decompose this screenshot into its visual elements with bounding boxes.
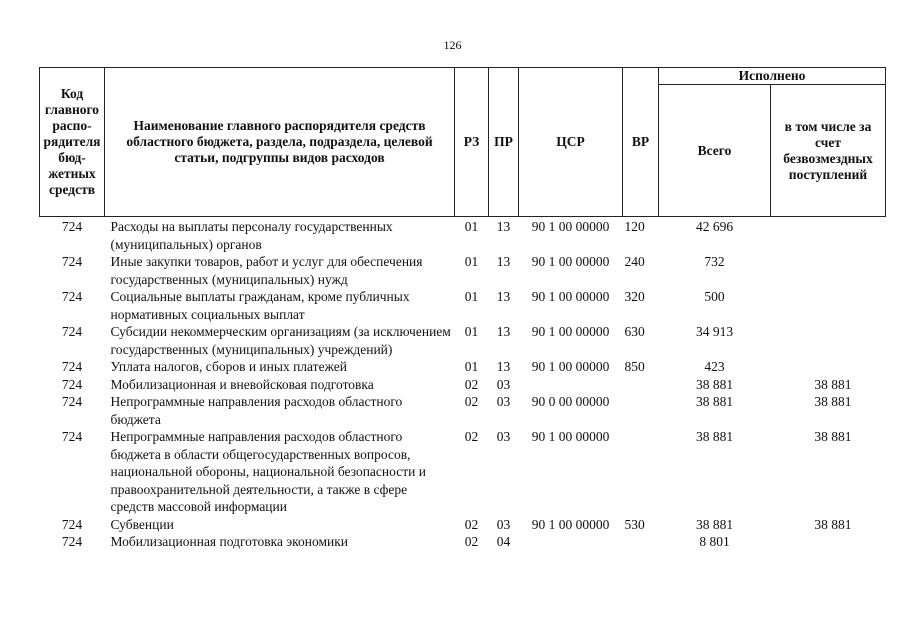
csr-cell: 90 0 00 00000 [531,394,610,409]
header-total: Всего [659,85,771,217]
vr-cell: 530 [624,516,645,532]
name-cell: Уплата налогов, сборов и иных платежей [110,359,347,374]
name-cell: Социальные выплаты гражданам, кроме публичных нормативных социальных выплат [110,289,410,322]
total-cell: 500 [704,289,725,304]
header-rz: РЗ [455,68,489,217]
free-cell: 38 881 [814,394,852,409]
free-cell: 38 881 [814,429,852,444]
table-row [40,217,886,254]
vr-cell: 320 [624,289,645,304]
table-row [40,288,886,323]
vr-cell [623,393,659,428]
table-row [40,516,886,534]
rz-cell: 01 [464,359,479,374]
code-cell: 724 [61,289,83,304]
total-cell: 38 881 [695,376,734,392]
code-cell: 724 [61,534,83,549]
pr-cell: 03 [496,429,511,444]
total-cell: 42 696 [695,219,734,234]
header-pr: ПР [489,68,519,217]
free-cell: 38 881 [814,376,852,392]
header-name: Наименование главного распорядителя средств областного бюджета, раздела, подраздела, целевой статьи, подгруппы видов расходов [105,68,455,217]
pr-cell: 03 [496,516,511,532]
table-row [40,533,886,551]
budget-table [39,67,886,551]
header-vr: ВР [623,68,659,217]
total-cell: 38 881 [695,394,734,409]
name-cell: Субсидии некоммерческим организациям (за исключением государственных (муниципальных) учреждений) [110,324,451,357]
pr-cell: 13 [496,289,511,304]
csr-cell: 90 1 00 00000 [531,429,610,444]
rz-cell: 01 [464,254,479,269]
csr-cell [519,376,623,394]
header-free: в том числе за счет безвозмездных поступлений [771,85,886,217]
rz-cell: 02 [464,376,479,392]
rz-cell: 01 [464,219,479,234]
csr-cell [519,533,623,551]
code-cell: 724 [61,394,83,409]
pr-cell: 13 [496,359,511,374]
name-cell: Иные закупки товаров, работ и услуг для обеспечения государственных (муниципальных) нужд [110,254,423,287]
page-number: 126 [443,38,462,52]
code-cell: 724 [61,254,83,269]
pr-cell: 04 [496,534,511,549]
rz-cell: 02 [464,516,479,532]
header-executed: Исполнено [659,68,886,85]
free-cell [771,533,886,551]
total-cell: 423 [704,359,725,374]
code-cell: 724 [61,429,83,444]
free-cell [771,288,886,323]
total-cell: 38 881 [695,429,734,444]
code-cell: 724 [61,376,83,392]
vr-cell: 120 [624,219,645,234]
vr-cell [623,376,659,394]
code-cell: 724 [61,219,83,234]
free-cell [771,253,886,288]
name-cell: Непрограммные направления расходов областного бюджета в области общегосударственных вопросов, национальной обороны, национальной безопасности и правоохранительной деятельности, а также в сфере средств массовой информации [110,429,426,514]
code-cell: 724 [61,359,83,374]
header-csr: ЦСР [519,68,623,217]
vr-cell [623,533,659,551]
table-row [40,428,886,516]
table-header [40,68,886,217]
csr-cell: 90 1 00 00000 [531,254,610,269]
pr-cell: 03 [496,394,511,409]
rz-cell: 02 [464,429,479,444]
name-cell: Мобилизационная и вневойсковая подготовка [110,376,374,392]
vr-cell: 240 [624,254,645,269]
name-cell: Расходы на выплаты персоналу государственных (муниципальных) органов [110,219,393,252]
table-row [40,358,886,376]
pr-cell: 03 [496,376,511,392]
header-code: Код главного распо-рядителя бюд-жетных средств [40,68,105,217]
free-cell: 38 881 [814,516,852,532]
csr-cell: 90 1 00 00000 [531,219,610,234]
free-cell [771,217,886,254]
rz-cell: 02 [464,394,479,409]
csr-cell: 90 1 00 00000 [531,324,610,339]
pr-cell: 13 [496,324,511,339]
total-cell: 8 801 [699,534,730,549]
rz-cell: 01 [464,324,479,339]
pr-cell: 13 [496,219,511,234]
free-cell [771,358,886,376]
vr-cell: 850 [624,359,645,374]
csr-cell: 90 1 00 00000 [531,516,610,532]
name-cell: Мобилизационная подготовка экономики [110,534,349,549]
rz-cell: 01 [464,289,479,304]
rz-cell: 02 [464,534,479,549]
code-cell: 724 [61,324,83,339]
code-cell: 724 [61,516,83,532]
table-row [40,393,886,428]
name-cell: Непрограммные направления расходов областного бюджета [110,394,403,427]
table-row [40,323,886,358]
free-cell [771,323,886,358]
vr-cell: 630 [624,324,645,339]
name-cell: Субвенции [110,516,174,532]
table-body [40,217,886,551]
csr-cell: 90 1 00 00000 [531,359,610,374]
table-row [40,253,886,288]
vr-cell [623,428,659,516]
total-cell: 34 913 [695,324,734,339]
total-cell: 732 [704,254,725,269]
pr-cell: 13 [496,254,511,269]
total-cell: 38 881 [695,516,734,532]
csr-cell: 90 1 00 00000 [531,289,610,304]
table-row [40,376,886,394]
